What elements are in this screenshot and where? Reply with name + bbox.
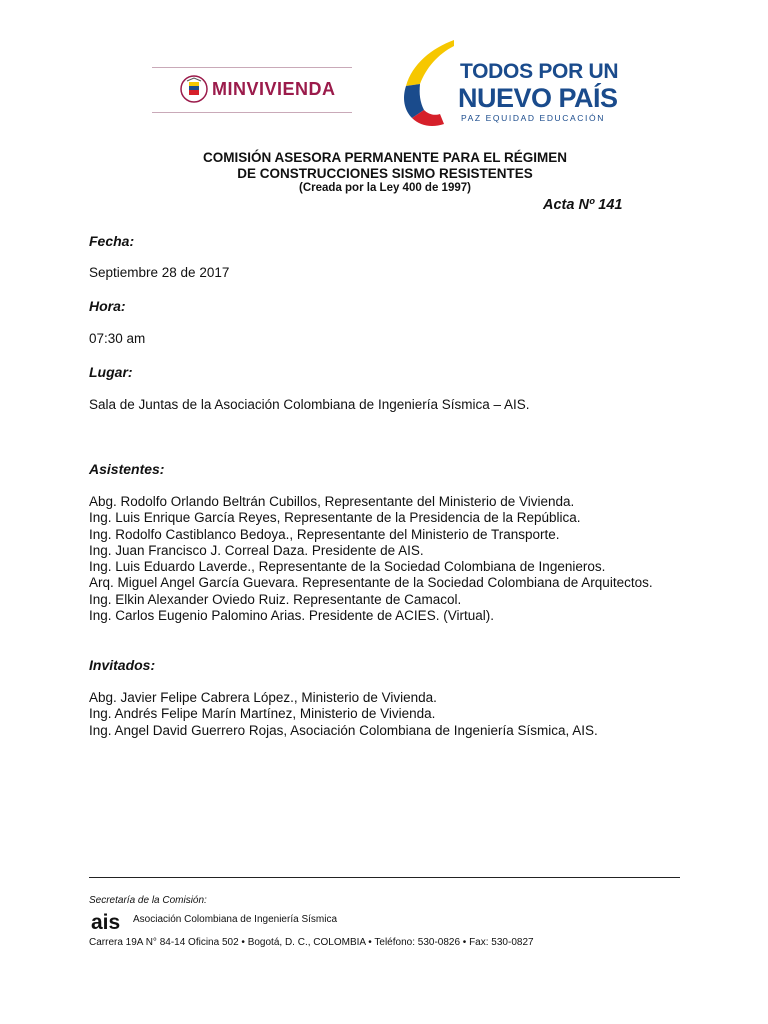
hora-label: Hora: [89,298,126,314]
list-item: Arq. Miguel Angel García Guevara. Representante de la Sociedad Colombiana de Arquitectos. [89,575,653,591]
list-item: Ing. Luis Eduardo Laverde., Representante de la Sociedad Colombiana de Ingenieros. [89,559,606,575]
list-item: Ing. Rodolfo Castiblanco Bedoya., Representante del Ministerio de Transporte. [89,526,560,542]
fecha-value: Septiembre 28 de 2017 [89,265,230,280]
invitados-list [89,690,598,739]
ais-logo-text: ais [91,911,121,933]
asistentes-label: Asistentes: [89,461,165,477]
invitados-label: Invitados: [89,657,156,673]
todos-por-un-nuevo-pais-logo [398,38,619,130]
lugar-label: Lugar: [89,364,133,380]
tpn-line1: TODOS POR UN [460,60,619,83]
title-subtitle: (Creada por la Ley 400 de 1997) [299,182,471,194]
logo-rule-bottom [152,112,352,113]
footer-ais-name: Asociación Colombiana de Ingeniería Sísmica [133,914,337,925]
lugar-value: Sala de Juntas de la Asociación Colombiana de Ingeniería Sísmica – AIS. [89,397,530,412]
title-line2: DE CONSTRUCCIONES SISMO RESISTENTES [237,166,533,181]
title-line1: COMISIÓN ASESORA PERMANENTE PARA EL RÉGIMEN [202,150,568,165]
ais-logo-icon [91,911,131,933]
acta-number: Acta Nº 141 [543,197,623,213]
fecha-label: Fecha: [89,233,135,249]
footer-divider [89,877,680,878]
list-item: Ing. Angel David Guerrero Rojas, Asociación Colombiana de Ingeniería Sísmica, AIS. [89,722,598,738]
tpn-tagline: PAZ EQUIDAD EDUCACIÓN [461,113,605,123]
list-item: Ing. Andrés Felipe Marín Martínez, Ministerio de Vivienda. [89,706,436,722]
minvivienda-logo [152,67,352,113]
list-item: Ing. Elkin Alexander Oviedo Ruiz. Representante de Camacol. [89,591,462,607]
flag-swoosh-icon [398,38,458,130]
minvivienda-wordmark: MINVIVIENDA [212,79,336,99]
list-item: Ing. Luis Enrique García Reyes, Representante de la Presidencia de la República. [89,510,581,526]
asistentes-list [89,494,653,624]
hora-value: 07:30 am [89,331,146,346]
list-item: Abg. Rodolfo Orlando Beltrán Cubillos, Representante del Ministerio de Vivienda. [89,494,575,509]
footer-secretaria: Secretaría de la Comisión: [89,895,207,906]
logo-rule-top [152,67,352,68]
tpn-line2: NUEVO PAÍS [458,83,618,113]
list-item: Abg. Javier Felipe Cabrera López., Ministerio de Vivienda. [89,690,437,705]
list-item: Ing. Juan Francisco J. Correal Daza. Presidente de AIS. [89,542,424,558]
colombia-coat-of-arms-icon [180,75,208,103]
list-item: Ing. Carlos Eugenio Palomino Arias. Presidente de ACIES. (Virtual). [89,608,494,624]
footer-address: Carrera 19A N° 84-14 Oficina 502 • Bogotá, D. C., COLOMBIA • Teléfono: 530-0826 • Fax: 530-0827 [89,937,534,948]
